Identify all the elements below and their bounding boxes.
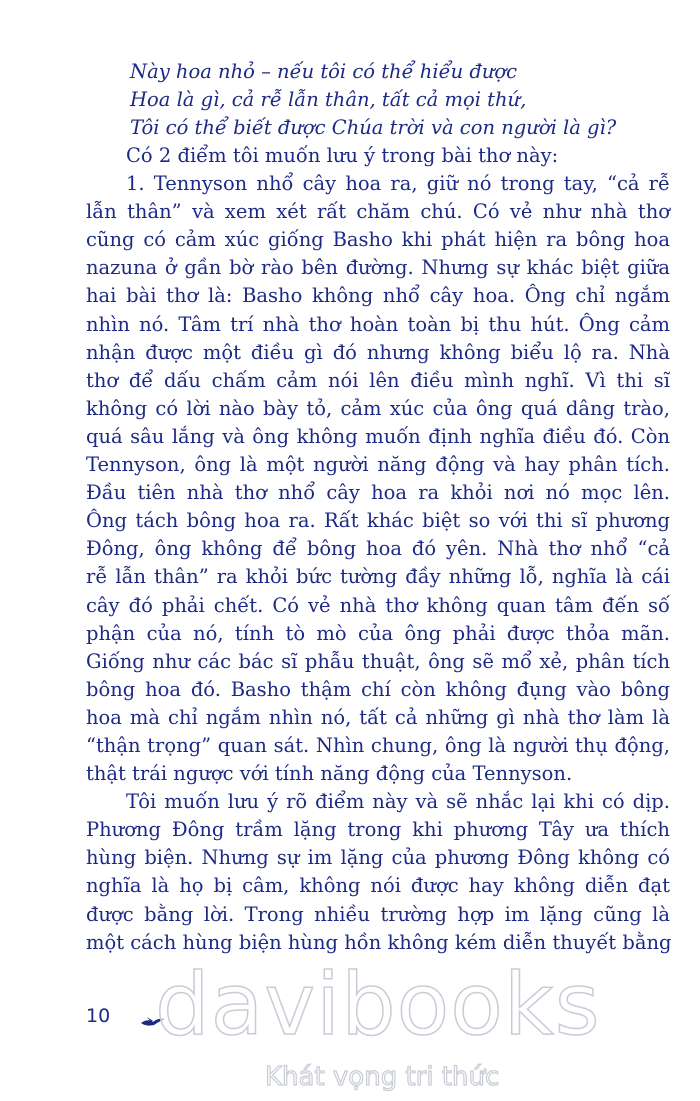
text-line: Giống như các bác sĩ phẫu thuật, ông sẽ mổ xẻ, phân tích <box>86 649 670 673</box>
text-line: bông hoa đó. Basho thậm chí còn không đụng vào bông <box>86 677 670 701</box>
poem-block <box>86 58 670 142</box>
text-line: quá sâu lắng và ông không muốn định nghĩa điều đó. Còn <box>86 424 670 448</box>
text-line: Phương Đông trầm lặng trong khi phương Tây ưa thích <box>86 818 670 842</box>
poem-line: Hoa là gì, cả rễ lẫn thân, tất cả mọi thứ, <box>130 88 527 111</box>
text-line: Có 2 điểm tôi muốn lưu ý trong bài thơ này: <box>126 144 559 167</box>
text-line: cũng có cảm xúc giống Basho khi phát hiện ra bông hoa <box>86 228 670 252</box>
text-line: hùng biện. Nhưng sự im lặng của phương Đông không có <box>86 846 670 870</box>
text-line: cây đó phải chết. Có vẻ nhà thơ không quan tâm đến số <box>86 593 670 617</box>
paragraph-east-west <box>86 788 670 957</box>
text-line: hai bài thơ là: Basho không nhổ cây hoa. Ông chỉ ngắm <box>86 284 670 308</box>
text-line: hoa mà chỉ ngắm nhìn nó, tất cả những gì nhà thơ làm là <box>86 705 670 729</box>
text-line: 1. Tennyson nhổ cây hoa ra, giữ nó trong tay, “cả rễ <box>126 172 670 196</box>
page-number: 10 <box>86 1005 111 1027</box>
text-line: thơ để dấu chấm cảm nói lên điều mình nghĩ. Vì thi sĩ <box>86 368 670 392</box>
text-line: Tôi muốn lưu ý rõ điểm này và sẽ nhắc lại khi có dịp. <box>126 790 670 814</box>
text-line: được bằng lời. Trong nhiều trường hợp im lặng cũng là <box>86 902 670 926</box>
text-line: nazuna ở gần bờ rào bên đường. Nhưng sự khác biệt giữa <box>86 256 670 280</box>
watermark-brand: davibooks <box>155 955 601 1055</box>
text-line: một cách hùng biện hùng hồn không kém diễn thuyết bằng <box>86 930 672 954</box>
text-line: Tennyson, ông là một người năng động và hay phân tích. <box>86 453 670 477</box>
text-line: nhìn nó. Tâm trí nhà thơ hoàn toàn bị thu hút. Ông cảm <box>86 312 670 336</box>
text-line: Đầu tiên nhà thơ nhổ cây hoa ra khỏi nơi nó mọc lên. <box>86 481 670 505</box>
text-line: thật trái ngược với tính năng động của Tennyson. <box>86 762 573 786</box>
page-body <box>86 58 670 957</box>
text-line: Đông, ông không để bông hoa đó yên. Nhà thơ nhổ “cả <box>86 537 670 561</box>
text-line: lẫn thân” và xem xét rất chăm chú. Có vẻ như nhà thơ <box>86 200 670 224</box>
text-line: “thận trọng” quan sát. Nhìn chung, ông là người thụ động, <box>86 733 670 757</box>
text-line: nhận được một điều gì đó nhưng không biểu lộ ra. Nhà <box>86 340 670 364</box>
text-line: không có lời nào bày tỏ, cảm xúc của ông quá dâng trào, <box>86 396 670 420</box>
watermark <box>155 955 601 1062</box>
paragraph-intro <box>86 142 670 170</box>
text-line: rễ lẫn thân” ra khỏi bức tường đầy những lỗ, nghĩa là cái <box>86 565 670 589</box>
watermark-slogan: Khát vọng tri thức <box>265 1062 500 1092</box>
paragraph-comparison <box>86 170 670 788</box>
text-line: Ông tách bông hoa ra. Rất khác biệt so với thi sĩ phương <box>86 509 670 533</box>
text-line: phận của nó, tính tò mò của ông phải được thỏa mãn. <box>86 621 670 645</box>
poem-line: Tôi có thể biết được Chúa trời và con người là gì? <box>130 116 617 139</box>
poem-line: Này hoa nhỏ – nếu tôi có thể hiểu được <box>130 60 518 83</box>
text-line: nghĩa là họ bị câm, không nói được hay không diễn đạt <box>86 874 670 898</box>
